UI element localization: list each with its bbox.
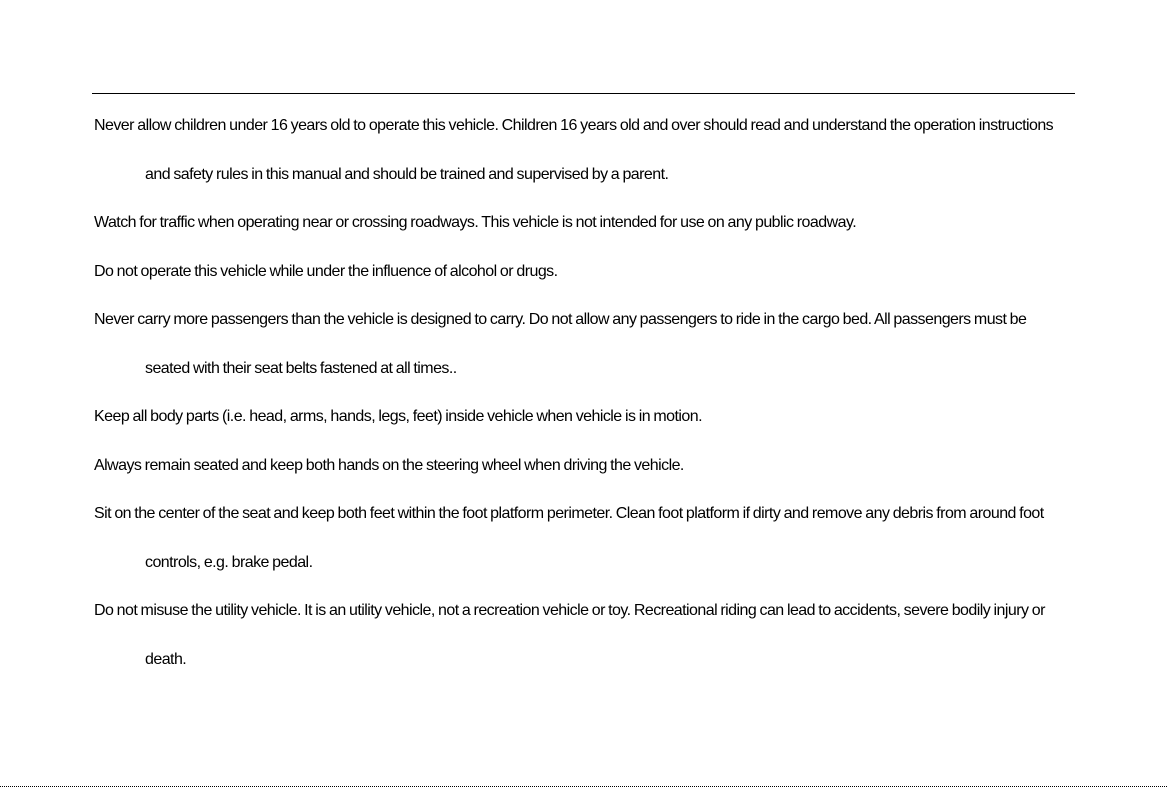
safety-rule-traffic: Watch for traffic when operating near or crossing roadways. This vehicle is not intended for use on any public roadway. — [94, 214, 857, 231]
safety-rule-alcohol-drugs: Do not operate this vehicle while under the influence of alcohol or drugs. — [94, 262, 558, 280]
safety-rule-misuse: Do not misuse the utility vehicle. It is an utility vehicle, not a recreation vehicle or toy. Recreational riding can lead to accidents, severe bodily injury or death. — [94, 602, 1045, 668]
header-divider — [92, 93, 1075, 94]
safety-rule-seat-position: Sit on the center of the seat and keep both feet within the foot platform perimeter. Clean foot platform if dirty and remove any debris from around foot controls, e.g. brake pedal. — [94, 505, 1044, 571]
safety-rule-children-age: Never allow children under 16 years old to operate this vehicle. Children 16 years old and over should read and understand the operation instructions and safety rules in this manual and should be trained and supervised by a parent. — [94, 117, 1054, 183]
safety-rules-list — [94, 102, 1069, 684]
safety-rule-remain-seated: Always remain seated and keep both hands on the steering wheel when driving the vehicle. — [94, 456, 684, 474]
safety-rule-body-parts: Keep all body parts (i.e. head, arms, hands, legs, feet) inside vehicle when vehicle is in motion. — [94, 408, 702, 425]
safety-rule-passengers: Never carry more passengers than the vehicle is designed to carry. Do not allow any passengers to ride in the cargo bed. All passengers must be seated with their seat belts fastened at all times.. — [94, 311, 1027, 377]
footer-divider — [0, 786, 1167, 787]
